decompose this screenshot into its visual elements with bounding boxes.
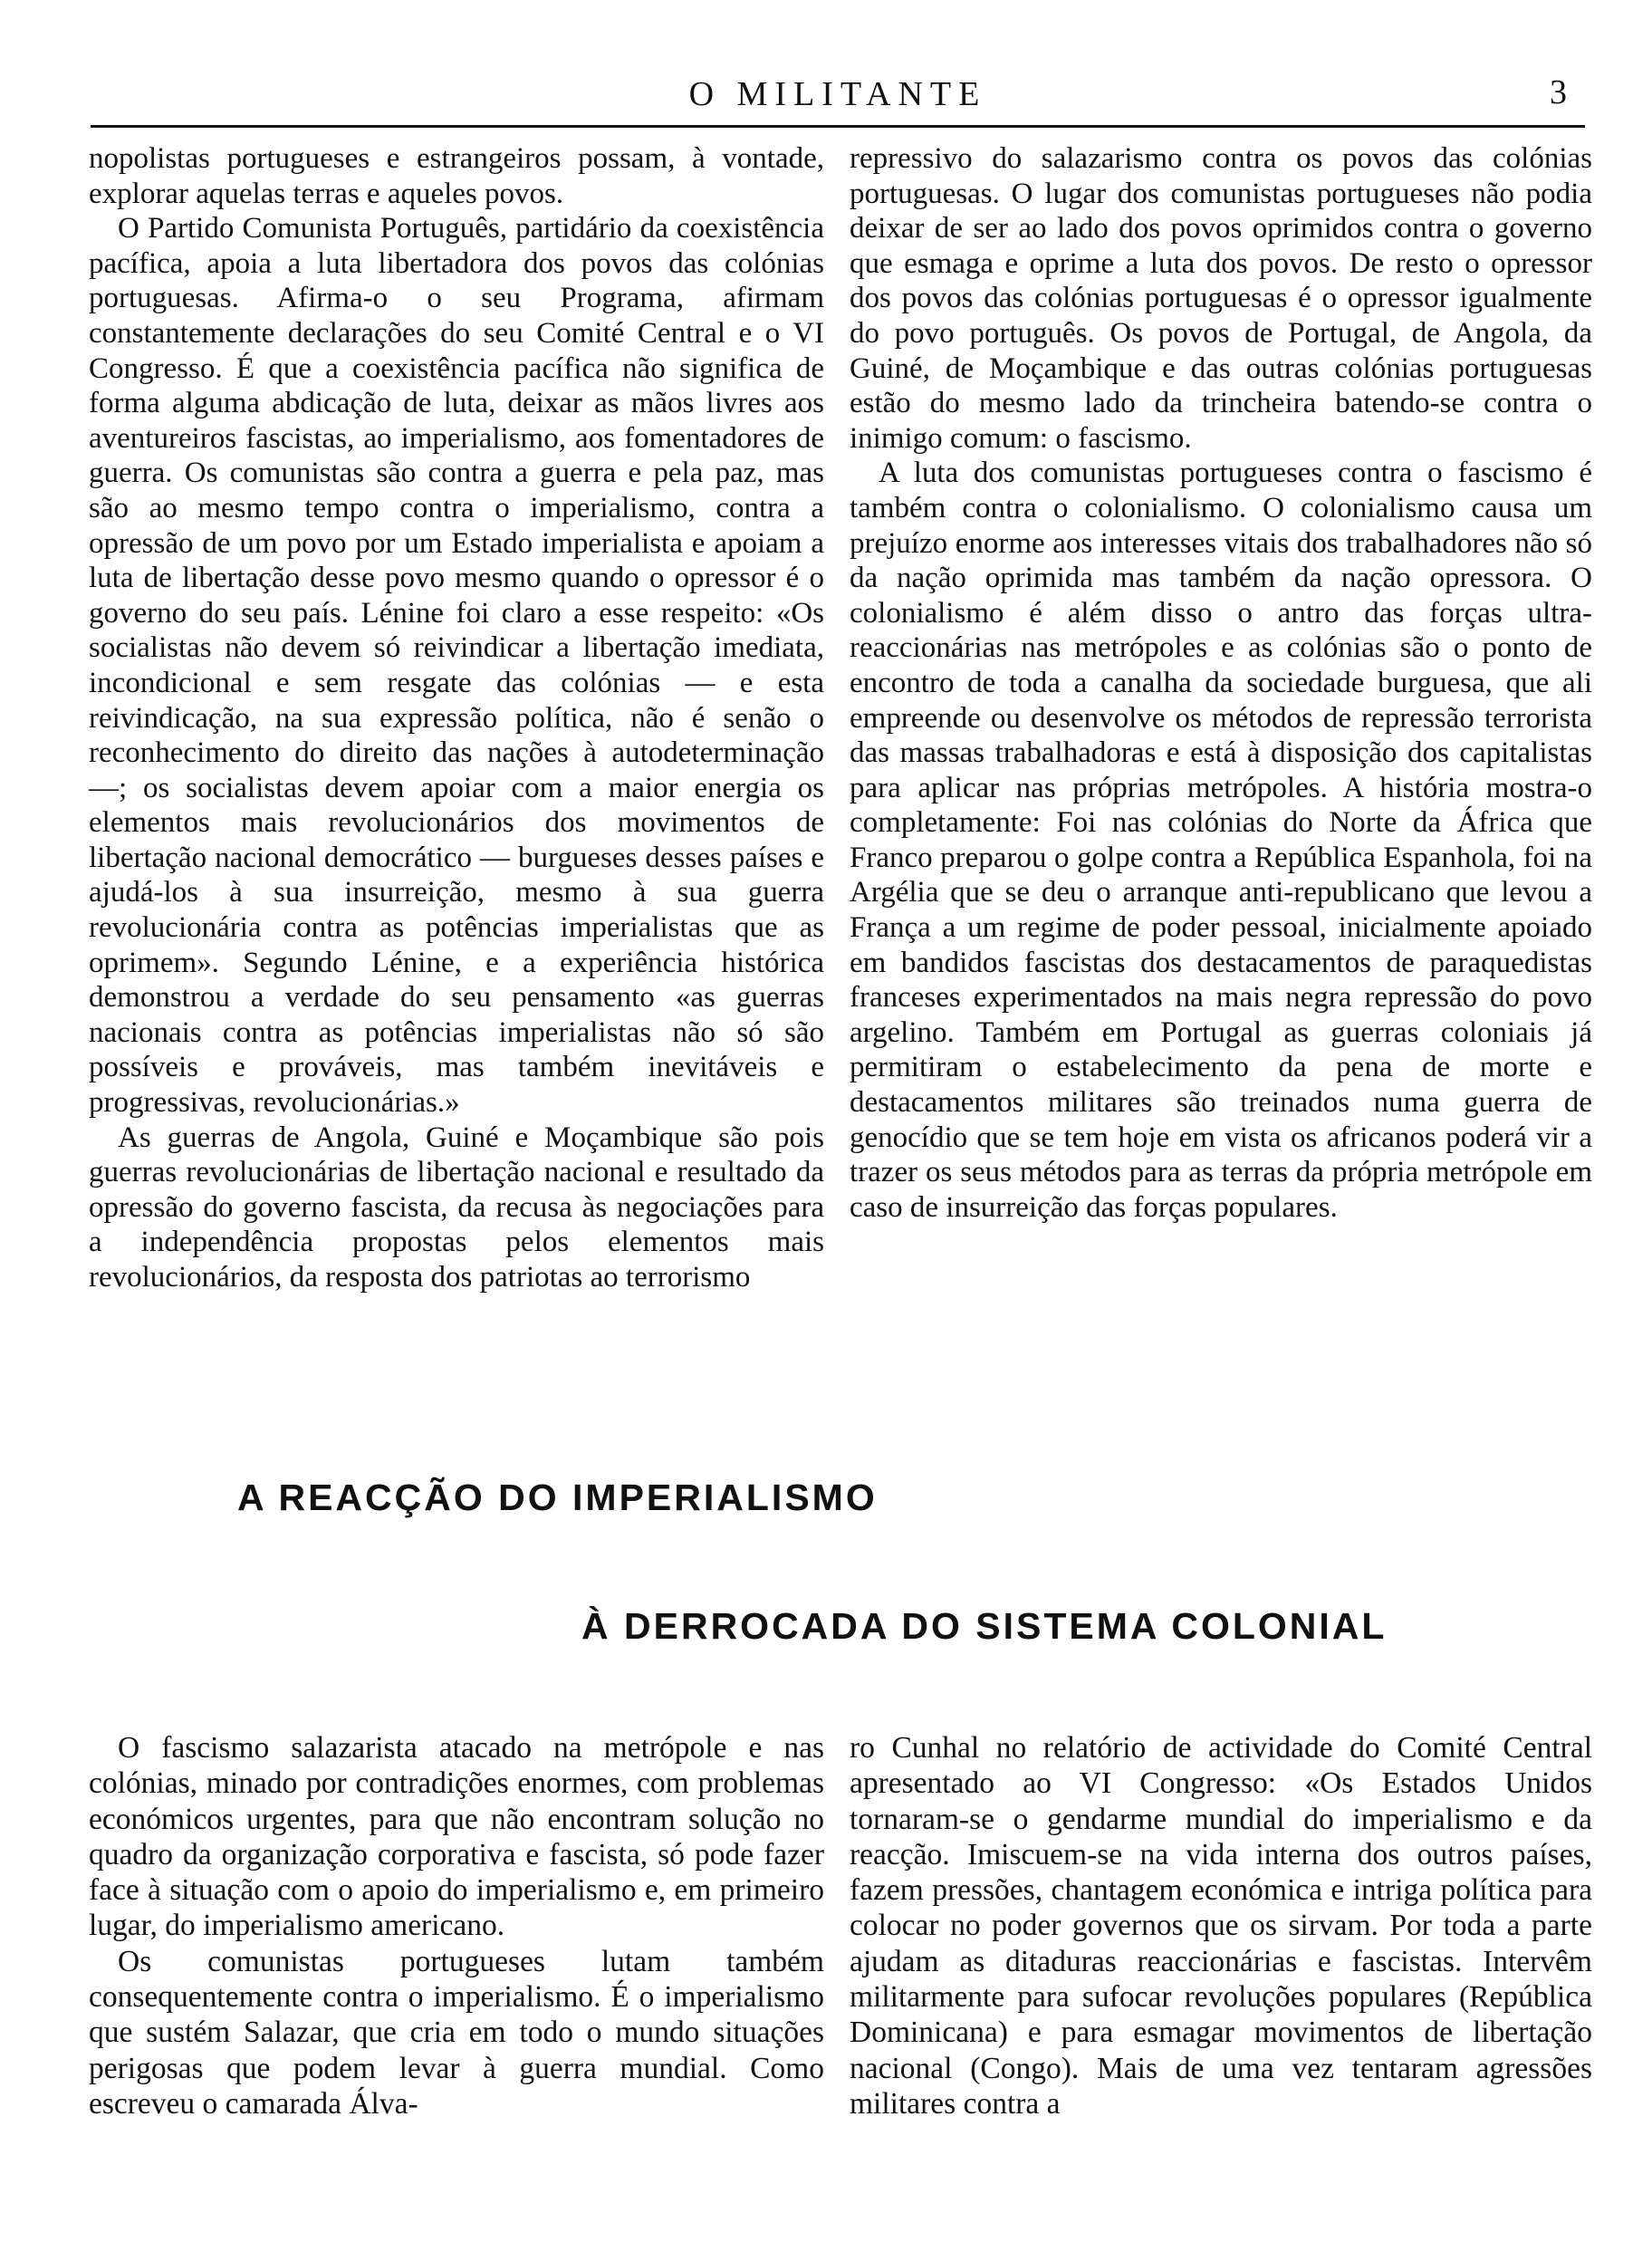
paragraph: ro Cunhal no relatório de actividade do Comité Central apresentado ao VI Congresso: «Os Estados Unidos tornaram-se o gendarme mundial do imperialismo e da reacção. Imiscuem-se na vida interna dos outros países, fazem pressões, chantagem económica e intriga política para colocar no poder governos que os sirvam. Por toda a parte ajudam as ditaduras reaccionárias e fascistas. Intervêm militarmente para sufocar revoluções populares (República Dominicana) e para esmagar movimentos de libertação nacional (Congo). Mais de uma vez tentaram agressões militares contra a — [850, 1731, 1592, 2121]
paragraph: O Partido Comunista Português, partidário da coexistência pacífica, apoia a luta libertadora dos povos das colónias portuguesas. Afirma-o o seu Programa, afirmam constantemente declarações do seu Comité Central e o VI Congresso. É que a coexistência pacífica não significa de forma alguma abdicação de luta, deixar as mãos livres aos aventureiros fascistas, ao imperialismo, aos fomentadores de guerra. Os comunistas são contra a guerra e pela paz, mas são ao mesmo tempo contra o imperialismo, contra a opressão de um povo por um Estado imperialista e apoiam a luta de libertação desse povo mesmo quando o opressor é o governo do seu país. Lénine foi claro a esse respeito: «Os socialistas não devem só reivindicar a libertação imediata, incondicional e sem resgate das colónias — e esta reivindicação, na sua expressão política, não é senão o reconhecimento do direito das nações à autodeterminação —; os socialistas devem apoiar com a maior energia os elementos mais revolucionários dos movimentos de libertação nacional democrático — burgueses desses países e ajudá-los à sua insurreição, mesmo à sua guerra revolucionária contra as potências imperialistas que as oprimem». Segundo Lénine, e a experiência histórica demonstrou a verdade do seu pensamento «as guerras nacionais contra as potências imperialistas não só são possíveis e prováveis, mas também inevitáveis e progressivas, revolucionárias.» — [89, 212, 824, 1120]
publication-title: O MILITANTE — [688, 75, 987, 113]
paragraph: nopolistas portugueses e estrangeiros possam, à vontade, explorar aquelas terras e aqueles povos. — [89, 142, 824, 210]
paragraph: As guerras de Angola, Guiné e Moçambique são pois guerras revolucionárias de libertação nacional e resultado da opressão do governo fascista, da recusa às negociações para a independência propostas pelos elementos mais revolucionários, da resposta dos patriotas ao terrorismo — [89, 1121, 824, 1294]
bottom-left-column — [89, 1730, 824, 2121]
bottom-right-column — [850, 1730, 1592, 2121]
top-left-column — [89, 141, 824, 1295]
paragraph: A luta dos comunistas portugueses contra o fascismo é também contra o colonialismo. O colonialismo causa um prejuízo enorme aos interesses vitais dos trabalhadores não só da nação oprimida mas também da nação opressora. O colonialismo é além disso o antro das forças ultra-reaccionárias nas metrópoles e as colónias são o ponto de encontro de toda a canalha da sociedade burguesa, que ali empreende ou desenvolve os métodos de repressão terrorista das massas trabalhadoras e está à disposição dos capitalistas para aplicar nas próprias metrópoles. A história mostra-o completamente: Foi nas colónias do Norte da África que Franco preparou o golpe contra a República Espanhola, foi na Argélia que se deu o arranque anti-republicano que levou a França a um regime de poder pessoal, inicialmente apoiado em bandidos fascistas dos destacamentos de paraquedistas franceses experimentados na mais negra repressão do povo argelino. Também em Portugal as guerras coloniais já permitiram o estabelecimento da pena de morte e destacamentos militares são treinados numa guerra de genocídio que se tem hoje em vista os africanos poderá vir a trazer os seus métodos para as terras da própria metrópole em caso de insurreição das forças populares. — [850, 457, 1592, 1224]
paragraph: repressivo do salazarismo contra os povos das colónias portuguesas. O lugar dos comunistas portugueses não podia deixar de ser ao lado dos povos oprimidos contra o governo que esmaga e oprime a luta dos povos. De resto o opressor dos povos das colónias portuguesas é o opressor igualmente do povo português. Os povos de Portugal, de Angola, da Guiné, de Moçambique e das outras colónias portuguesas estão do mesmo lado da trincheira batendo-se contra o inimigo comum: o fascismo. — [850, 142, 1592, 455]
top-right-column — [850, 141, 1592, 1225]
header-rule — [91, 125, 1585, 128]
article-heading-line-2: À DERROCADA DO SISTEMA COLONIAL — [581, 1605, 1388, 1647]
paragraph: O fascismo salazarista atacado na metrópole e nas colónias, minado por contradições enormes, com problemas económicos urgentes, para que não encontram solução no quadro da organização corporativa e fascista, só pode fazer face à situação com o apoio do imperialismo e, em primeiro lugar, do imperialismo americano. — [89, 1731, 824, 1943]
paragraph: Os comunistas portugueses lutam também consequentemente contra o imperialismo. É o imperialismo que sustém Salazar, que cria em todo o mundo situações perigosas que podem levar à guerra mundial. Como escreveu o camarada Álva- — [89, 1944, 824, 2121]
page-number: 3 — [1550, 73, 1567, 111]
article-heading-line-1: A REACÇÃO DO IMPERIALISMO — [237, 1477, 878, 1518]
page-header — [91, 63, 1585, 127]
